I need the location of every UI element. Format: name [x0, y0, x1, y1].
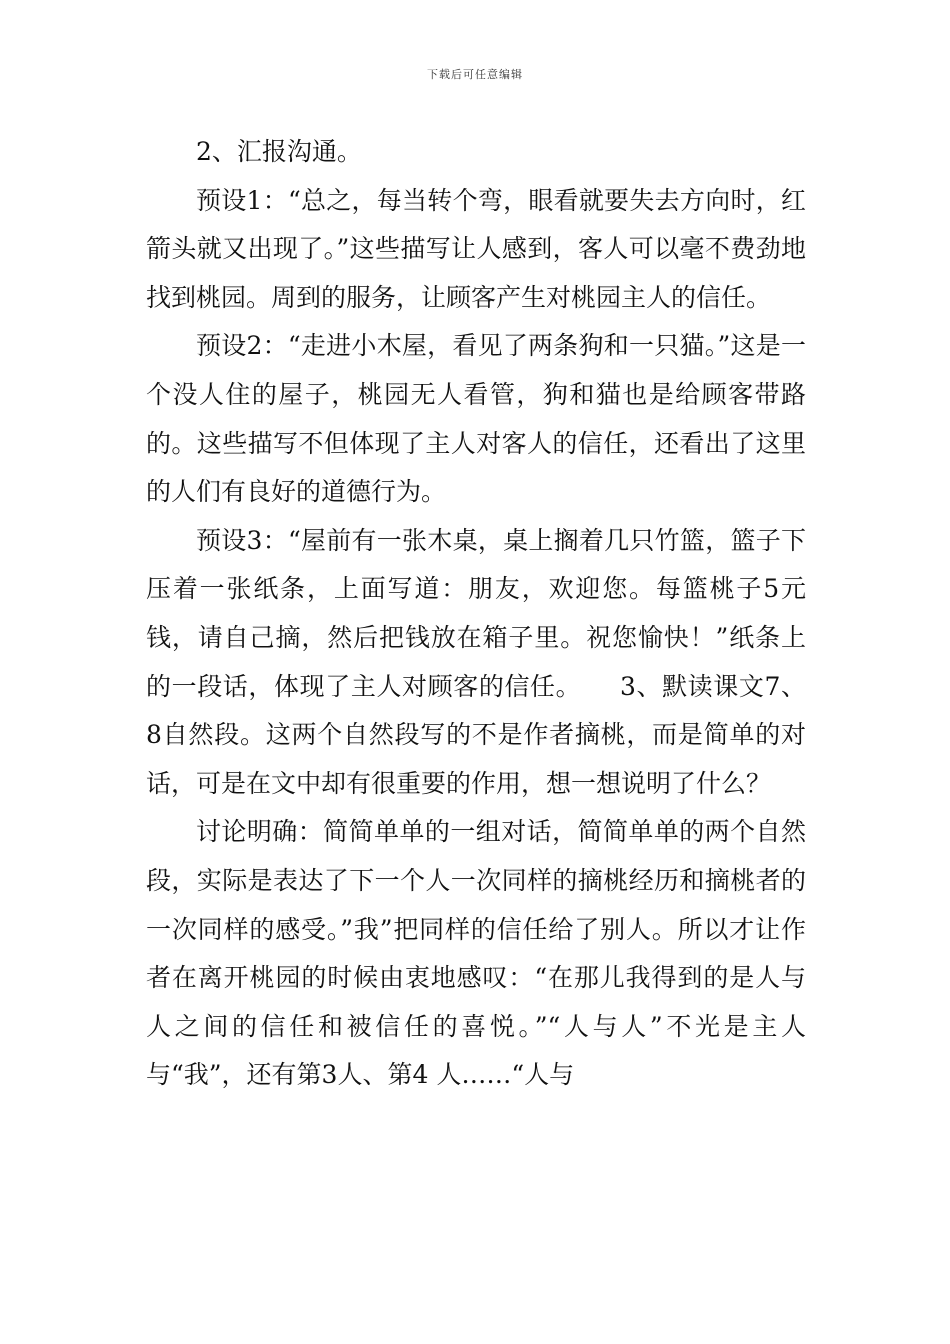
paragraph-report-title: 2、汇报沟通。 [196, 137, 362, 166]
page-header: 下载后可任意编辑 [427, 68, 523, 81]
paragraph-preset-2: 预设2：“走进小木屋，看见了两条狗和一只猫。”这是一个没人住的屋子，桃园无人看管，狗和猫也是给顾客带路的。这些描写不但体现了主人对客人的信任，还看出了这里的人们有良好的道德行为。 [146, 331, 806, 507]
document-body [146, 128, 806, 1100]
paragraph-discussion: 讨论明确：简简单单的一组对话，简简单单的两个自然段，实际是表达了下一个人一次同样的摘桃经历和摘桃者的一次同样的感受。”我”把同样的信任给了别人。所以才让作者在离开桃园的时候由衷地感叹：“在那儿我得到的是人与人之间的信任和被信任的喜悦。”“人与人”不光是主人与“我”，还有第3人、第4 人……“人与 [146, 817, 806, 1090]
paragraph-preset-1: 预设1：“总之，每当转个弯，眼看就要失去方向时，红箭头就又出现了。”这些描写让人感到，客人可以毫不费劲地找到桃园。周到的服务，让顾客产生对桃园主人的信任。 [146, 185, 806, 312]
paragraph-preset-3: 预设3：“屋前有一张木桌，桌上搁着几只竹篮，篮子下压着一张纸条，上面写道：朋友，欢迎您。每篮桃子5元钱，请自己摘，然后把钱放在箱子里。祝您愉快！”纸条上的一段话，体现了主人对顾客的信任。 3、默读课文7、8自然段。这两个自然段写的不是作者摘桃，而是简单的对话，可是在文中却有很重要的作用，想一想说明了什么？ [146, 525, 806, 798]
